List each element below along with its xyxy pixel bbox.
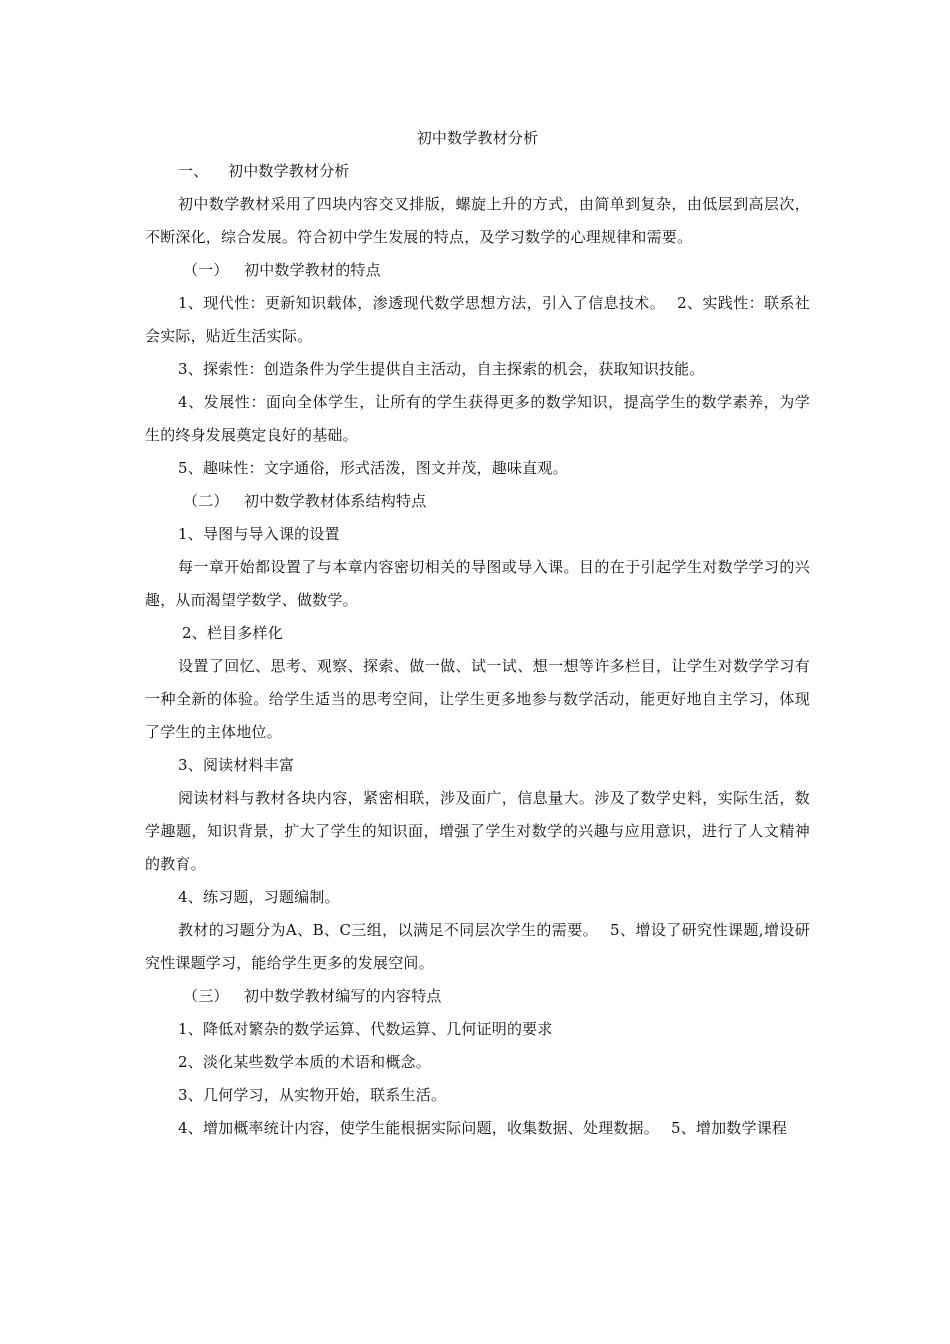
content-item-4: 4、增加概率统计内容，使学生能根据实际问题，收集数据、处理数据。	[178, 1119, 659, 1137]
structure-item-5: 5、增设了研究性课题,增设研究性课题学习，能给学生更多的发展空间。	[145, 921, 810, 972]
structure-item-1-body: 每一章开始都设置了与本章内容密切相关的导图或导入课。目的在于引起学生对数学学习的兴趣，从而渴望学数学、做数学。	[145, 558, 810, 609]
subsection-number-2: （二）	[183, 492, 229, 510]
subsection-number-1: （一）	[183, 261, 229, 279]
subsection-number-3: （三）	[183, 987, 229, 1005]
structure-item-4-title: 4、练习题，习题编制。	[178, 888, 340, 906]
structure-item-4-body: 教材的习题分为A、B、C三组，以满足不同层次学生的需要。	[178, 921, 599, 939]
content-item-2: 2、淡化某些数学本质的术语和概念。	[178, 1053, 431, 1071]
structure-paragraph-4-5	[145, 914, 810, 980]
section-number-1: 一、	[178, 162, 209, 180]
section-heading-1	[145, 155, 810, 188]
content-item-1: 1、降低对繁杂的数学运算、代数运算、几何证明的要求	[178, 1020, 553, 1038]
structure-item-3-body: 阅读材料与教材各块内容，紧密相联，涉及面广，信息量大。涉及了数学史料，实际生活，数学趣题，知识背景，扩大了学生的知识面，增强了学生对数学的兴趣与应用意识，进行了人文精神的教育。	[145, 789, 810, 873]
feature-paragraph-1-2	[145, 287, 810, 353]
feature-item-1: 1、现代性：更新知识载体，渗透现代数学思想方法，引入了信息技术。	[178, 294, 666, 312]
subsection-heading-3-text: 初中数学教材编写的内容特点	[244, 987, 442, 1005]
document-title: 初中数学教材分析	[416, 129, 539, 147]
content-item-5: 5、增加数学课程	[670, 1119, 788, 1137]
structure-item-2-title: 2、栏目多样化	[182, 624, 283, 642]
feature-item-2: 2、实践性：联系社会实际，贴近生活实际。	[145, 294, 810, 345]
feature-item-4: 4、发展性：面向全体学生，让所有的学生获得更多的数学知识，提高学生的数学素养，为学生的终身发展奠定良好的基础。	[145, 393, 810, 444]
subsection-heading-1	[145, 254, 810, 287]
content-paragraph-4-5	[145, 1112, 810, 1145]
feature-item-5: 5、趣味性：文字通俗，形式活泼，图文并茂，趣味直观。	[178, 459, 568, 477]
subsection-heading-2	[145, 485, 810, 518]
structure-item-2-body: 设置了回忆、思考、观察、探索、做一做、试一试、想一想等许多栏目，让学生对数学学习有一种全新的体验。给学生适当的思考空间，让学生更多地参与数学活动，能更好地自主学习，体现了学生的主体地位。	[145, 657, 810, 741]
structure-item-3-title: 3、阅读材料丰富	[178, 756, 295, 774]
structure-item-1-title: 1、导图与导入课的设置	[178, 525, 340, 543]
subsection-heading-1-text: 初中数学教材的特点	[244, 261, 381, 279]
content-item-3: 3、几何学习，从实物开始，联系生活。	[178, 1086, 447, 1104]
subsection-heading-3	[145, 980, 810, 1013]
section-1-intro: 初中数学教材采用了四块内容交叉排版，螺旋上升的方式，由简单到复杂，由低层到高层次，不断深化，综合发展。符合初中学生发展的特点，及学习数学的心理规律和需要。	[145, 195, 810, 246]
subsection-heading-2-text: 初中数学教材体系结构特点	[244, 492, 427, 510]
document-content	[145, 122, 810, 1145]
feature-item-3: 3、探索性：创造条件为学生提供自主活动，自主探索的机会，获取知识技能。	[178, 360, 705, 378]
section-heading-1-text: 初中数学教材分析	[228, 162, 350, 180]
